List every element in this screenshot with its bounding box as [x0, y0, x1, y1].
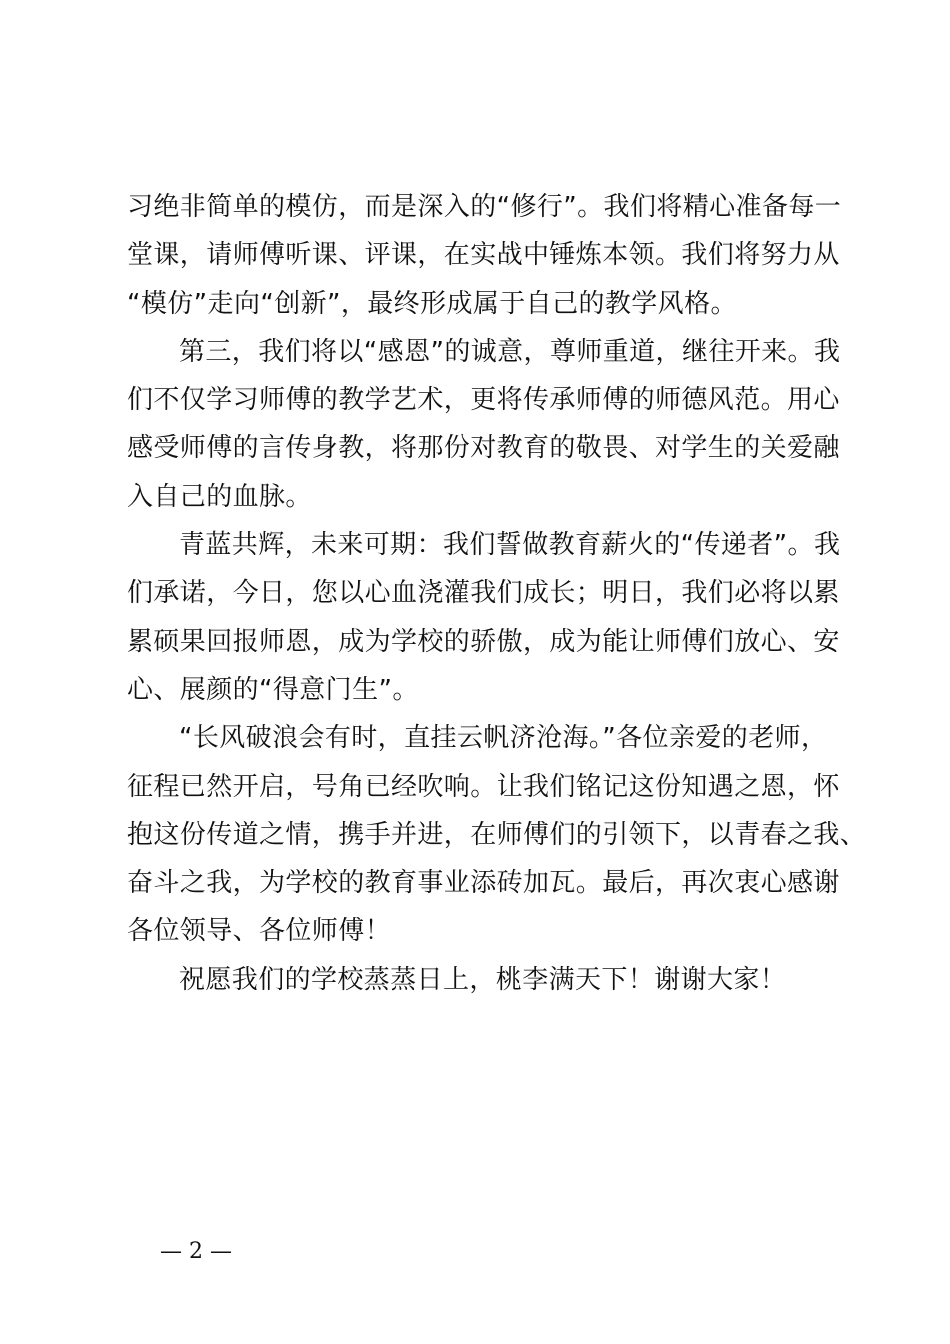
- text-line: 感受师傅的言传身教，将那份对教育的敬畏、对学生的关爱融: [127, 433, 840, 464]
- text-line: 青蓝共辉，未来可期：我们誓做教育薪火的“传递者”。我: [179, 530, 841, 561]
- text-line: 们不仅学习师傅的教学艺术，更将传承师傅的师德风范。用心: [127, 385, 840, 416]
- text-line: “长风破浪会有时，直挂云帆济沧海。”各位亲爱的老师，: [179, 723, 828, 754]
- paragraph: [127, 521, 841, 714]
- text-line: 奋斗之我，为学校的教育事业添砖加瓦。最后，再次衷心感谢: [127, 868, 840, 899]
- body-text: [127, 183, 867, 1004]
- paragraph: [127, 328, 841, 521]
- paragraph: [127, 956, 835, 1004]
- text-line: 堂课，请师傅听课、评课，在实战中锤炼本领。我们将努力从: [127, 240, 840, 271]
- text-line: 抱这份传道之情，携手并进，在师傅们的引领下，以青春之我、: [127, 819, 867, 850]
- text-line: 征程已然开启，号角已经吹响。让我们铭记这份知遇之恩，怀: [127, 771, 840, 802]
- text-line: “模仿”走向“创新”，最终形成属于自己的教学风格。: [127, 288, 737, 319]
- paragraph: [127, 183, 842, 328]
- text-line: 们承诺，今日，您以心血浇灌我们成长；明日，我们必将以累: [127, 578, 840, 609]
- paragraph: [127, 714, 867, 955]
- text-line: 心、展颜的“得意门生”。: [127, 674, 419, 705]
- page-number: — 2 —: [160, 1239, 232, 1264]
- text-line: 第三，我们将以“感恩”的诚意，尊师重道，继往开来。我: [179, 336, 841, 367]
- text-line: 累硕果回报师恩，成为学校的骄傲，成为能让师傅们放心、安: [127, 626, 840, 657]
- text-line: 入自己的血脉。: [127, 481, 312, 512]
- text-line: 祝愿我们的学校蒸蒸日上，桃李满天下！谢谢大家！: [179, 964, 787, 995]
- text-line: 各位领导、各位师傅！: [127, 916, 392, 947]
- text-line: 习绝非简单的模仿，而是深入的“修行”。我们将精心准备每一: [127, 192, 842, 222]
